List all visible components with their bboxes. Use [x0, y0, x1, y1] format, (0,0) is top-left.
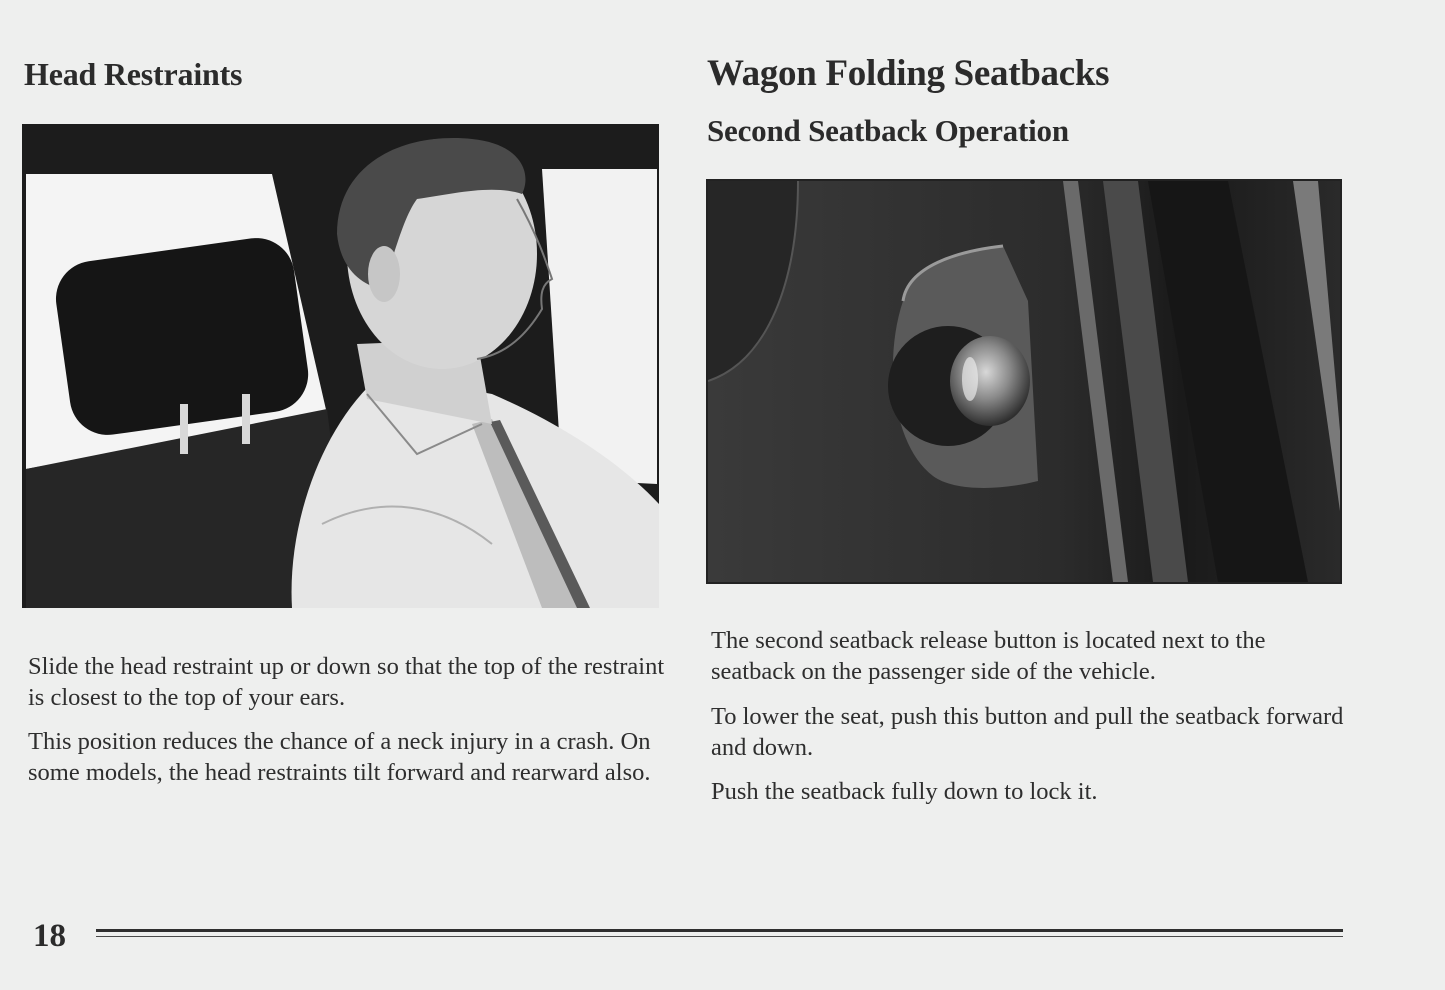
head-restraint-illustration: [22, 124, 659, 608]
head-restraints-heading: Head Restraints: [24, 56, 243, 92]
footer-rule-thin: [96, 936, 1343, 937]
head-restraint-injury-text: This position reduces the chance of a neck injury in a crash. On some models, the head restraints tilt forward and rearward also.: [28, 728, 651, 786]
footer-rule-thick: [96, 929, 1343, 932]
head-restraint-adjust-text: Slide the head restraint up or down so that the top of the restraint is closest to the top of your ears.: [28, 653, 665, 711]
seatback-release-button-photo: [706, 179, 1342, 584]
footer-rule: [96, 921, 1343, 941]
second-seatback-operation-heading: Second Seatback Operation: [707, 113, 1069, 148]
release-button-location-text: The second seatback release button is located next to the seatback on the passenger side of the vehicle.: [711, 627, 1266, 685]
page-number: 18: [33, 918, 66, 954]
wagon-folding-seatbacks-heading: Wagon Folding Seatbacks: [707, 53, 1110, 94]
lower-seat-instruction-text: To lower the seat, push this button and pull the seatback forward and down.: [711, 703, 1344, 761]
lock-seatback-instruction-text: Push the seatback fully down to lock it.: [711, 778, 1098, 805]
